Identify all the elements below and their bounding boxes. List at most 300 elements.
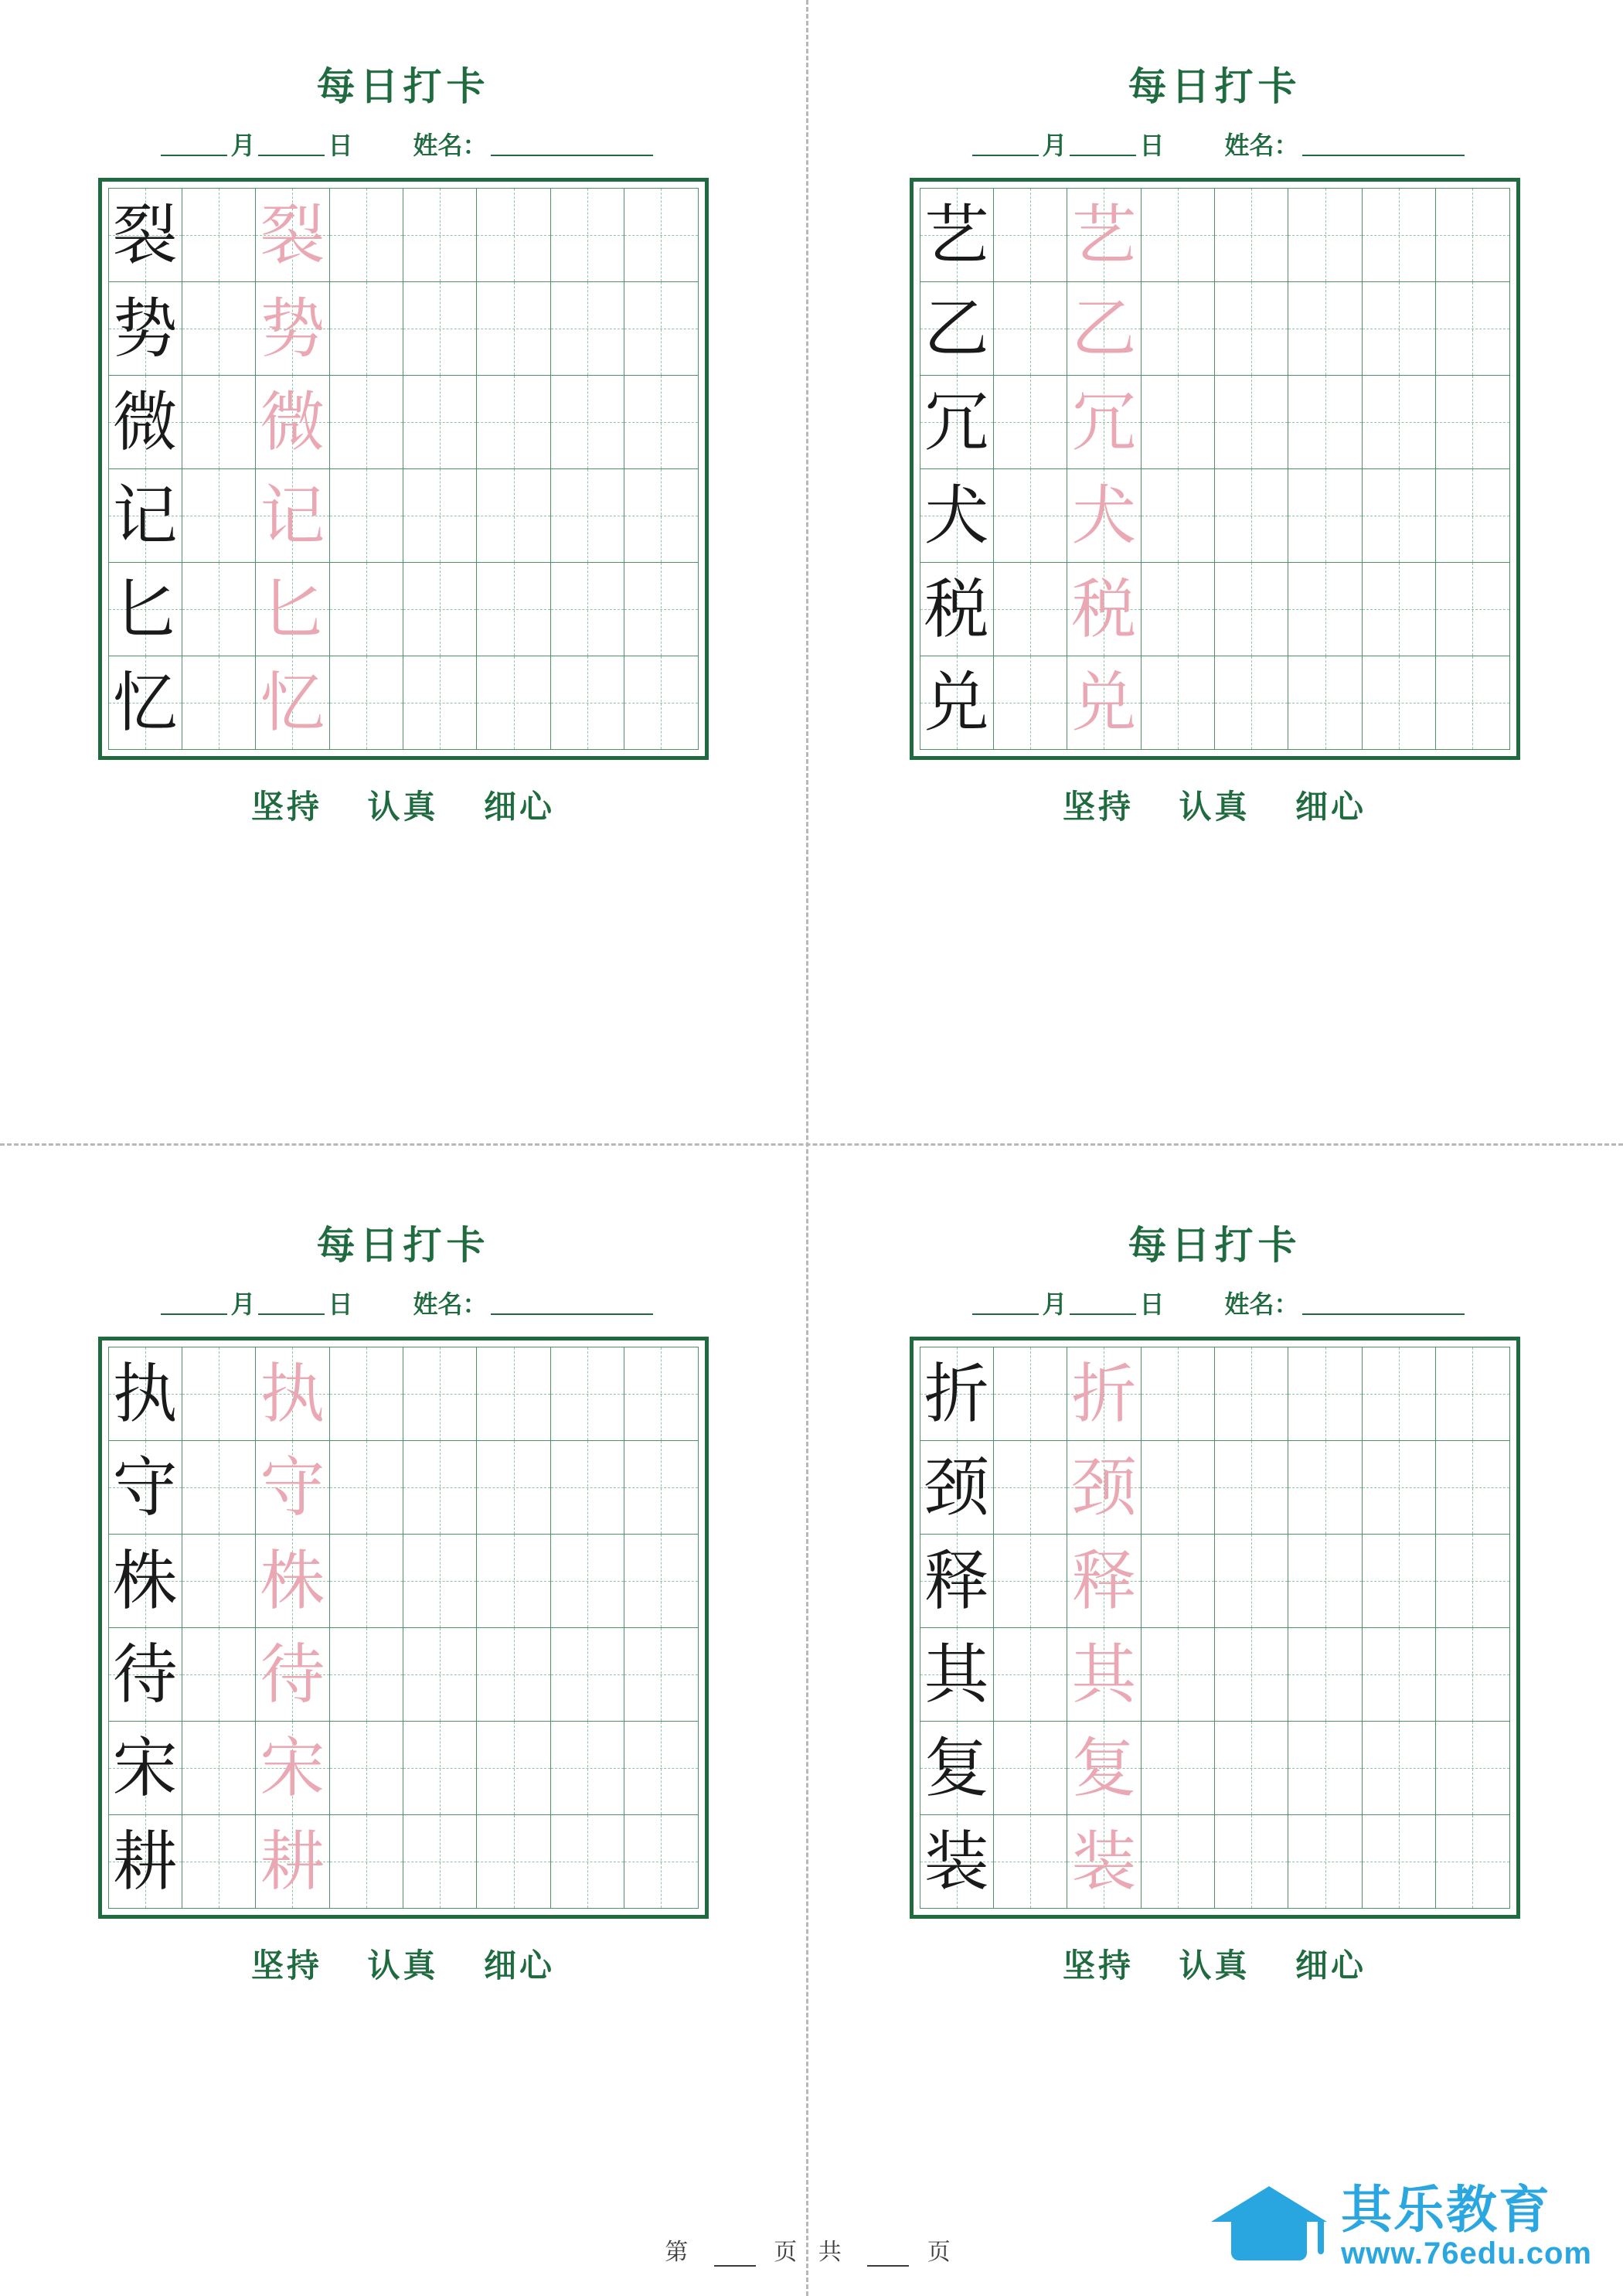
grid-cell-blank[interactable] xyxy=(477,1628,550,1722)
meta-row xyxy=(894,131,1536,159)
name-input-line[interactable] xyxy=(1302,1290,1465,1315)
grid-cell-blank[interactable] xyxy=(1141,1441,1214,1535)
grid-cell-trace[interactable] xyxy=(256,189,329,282)
trace-character: 颈 xyxy=(1071,1449,1137,1525)
grid-cell-trace[interactable] xyxy=(1067,1722,1141,1815)
grid-cell-blank[interactable] xyxy=(993,1628,1067,1722)
grid-cell-blank[interactable] xyxy=(1362,1441,1435,1535)
grid-cell-trace[interactable] xyxy=(256,1722,329,1815)
model-character: 势 xyxy=(112,291,178,366)
day-input-line[interactable] xyxy=(258,131,325,156)
grid-cell-blank[interactable] xyxy=(1362,1815,1435,1909)
grid-cell-blank[interactable] xyxy=(182,189,255,282)
grid-cell-blank[interactable] xyxy=(624,1815,698,1909)
table-row xyxy=(920,1722,1509,1815)
trace-character: 记 xyxy=(260,478,325,554)
grid-cell-model[interactable] xyxy=(108,656,182,750)
table-row xyxy=(108,563,698,656)
meta-row xyxy=(83,131,724,159)
grid-cell-blank[interactable] xyxy=(550,656,624,750)
grid-cell-trace[interactable] xyxy=(1067,1815,1141,1909)
grid-cell-blank[interactable] xyxy=(1436,282,1509,376)
grid-cell-trace[interactable] xyxy=(1067,376,1141,469)
grid-cell-model[interactable] xyxy=(920,1722,993,1815)
grid-cell-blank[interactable] xyxy=(1288,656,1362,750)
grid-cell-blank[interactable] xyxy=(477,1722,550,1815)
grid-cell-blank[interactable] xyxy=(1141,563,1214,656)
grid-cell-blank[interactable] xyxy=(1141,189,1214,282)
grid-cell-blank[interactable] xyxy=(1436,376,1509,469)
table-row xyxy=(108,656,698,750)
grid-cell-blank[interactable] xyxy=(1288,282,1362,376)
grid-cell-blank[interactable] xyxy=(182,1628,255,1722)
slogan-word-1: 坚持 xyxy=(250,790,322,826)
grid-cell-blank[interactable] xyxy=(1362,469,1435,563)
grid-cell-blank[interactable] xyxy=(329,376,403,469)
grid-cell-blank[interactable] xyxy=(1141,656,1214,750)
grid-cell-blank[interactable] xyxy=(1362,1722,1435,1815)
grid-cell-blank[interactable] xyxy=(1141,1535,1214,1628)
table-row xyxy=(108,469,698,563)
model-character: 待 xyxy=(112,1637,178,1712)
grid-cell-blank[interactable] xyxy=(182,1815,255,1909)
grid-cell-blank[interactable] xyxy=(1215,563,1288,656)
practice-grid xyxy=(98,178,709,760)
trace-character: 守 xyxy=(260,1449,325,1525)
grid-cell-model[interactable] xyxy=(108,1722,182,1815)
month-label: 月 xyxy=(1042,131,1067,159)
grid-cell-model[interactable] xyxy=(920,1441,993,1535)
grid-cell-blank[interactable] xyxy=(1288,1628,1362,1722)
grid-cell-blank[interactable] xyxy=(182,563,255,656)
grid-cell-blank[interactable] xyxy=(477,282,550,376)
grid-cell-trace[interactable] xyxy=(256,1815,329,1909)
grid-cell-blank[interactable] xyxy=(1436,563,1509,656)
table-row xyxy=(108,1441,698,1535)
grid-cell-blank[interactable] xyxy=(550,1722,624,1815)
table-row xyxy=(920,1347,1509,1441)
grid-cell-blank[interactable] xyxy=(329,656,403,750)
grid-cell-blank[interactable] xyxy=(1436,1815,1509,1909)
grid-cell-blank[interactable] xyxy=(1288,469,1362,563)
grid-cell-blank[interactable] xyxy=(477,1347,550,1441)
trace-character: 装 xyxy=(1071,1824,1137,1899)
grid-cell-blank[interactable] xyxy=(403,1722,477,1815)
grid-cell-blank[interactable] xyxy=(624,469,698,563)
trace-character: 犬 xyxy=(1071,478,1137,554)
brand-name: 其乐教育 xyxy=(1341,2180,1552,2240)
grid-cell-blank[interactable] xyxy=(550,1815,624,1909)
grid-cell-blank[interactable] xyxy=(624,1722,698,1815)
trace-character: 微 xyxy=(260,384,325,460)
grid-cell-model[interactable] xyxy=(920,469,993,563)
grid-cell-trace[interactable] xyxy=(256,1347,329,1441)
page-number-line[interactable] xyxy=(714,2245,756,2267)
grid-cell-blank[interactable] xyxy=(1436,189,1509,282)
grid-cell-blank[interactable] xyxy=(624,563,698,656)
grid-cell-trace[interactable] xyxy=(256,656,329,750)
month-input-line[interactable] xyxy=(972,131,1039,156)
grid-cell-model[interactable] xyxy=(920,1535,993,1628)
grid-cell-trace[interactable] xyxy=(256,1535,329,1628)
trace-character: 待 xyxy=(260,1637,325,1712)
slogan-word-3: 细心 xyxy=(1295,790,1367,826)
slogan-word-3: 细心 xyxy=(484,790,556,826)
table-row xyxy=(920,376,1509,469)
grid-cell-model[interactable] xyxy=(920,656,993,750)
grid-cell-blank[interactable] xyxy=(477,1535,550,1628)
grid-cell-blank[interactable] xyxy=(329,1535,403,1628)
grid-cell-model[interactable] xyxy=(920,282,993,376)
grid-cell-blank[interactable] xyxy=(1436,469,1509,563)
grid-cell-blank[interactable] xyxy=(1141,1628,1214,1722)
trace-character: 冗 xyxy=(1071,384,1137,460)
grid-cell-blank[interactable] xyxy=(1436,1722,1509,1815)
grid-cell-blank[interactable] xyxy=(550,1535,624,1628)
grid-cell-blank[interactable] xyxy=(1215,1347,1288,1441)
name-label: 姓名： xyxy=(413,131,488,159)
grid-cell-blank[interactable] xyxy=(1288,1815,1362,1909)
grid-cell-model[interactable] xyxy=(920,189,993,282)
slogan-word-3: 细心 xyxy=(484,1949,556,1984)
trace-character: 折 xyxy=(1071,1356,1137,1432)
grid-cell-blank[interactable] xyxy=(550,1628,624,1722)
grid-cell-blank[interactable] xyxy=(403,563,477,656)
grid-cell-blank[interactable] xyxy=(1288,1722,1362,1815)
trace-character: 裂 xyxy=(260,197,325,273)
grid-cell-blank[interactable] xyxy=(329,1441,403,1535)
name-label: 姓名： xyxy=(1224,131,1299,159)
grid-cell-blank[interactable] xyxy=(993,282,1067,376)
slogan-word-1: 坚持 xyxy=(1062,790,1134,826)
grid-cell-model[interactable] xyxy=(108,1441,182,1535)
page-title: 每日打卡 xyxy=(1128,65,1301,108)
grid-cell-blank[interactable] xyxy=(624,1347,698,1441)
grid-cell-blank[interactable] xyxy=(477,189,550,282)
grid-cell-blank[interactable] xyxy=(477,376,550,469)
day-label: 日 xyxy=(328,1290,353,1318)
brand-url: www.76edu.com xyxy=(1341,2236,1592,2270)
grid-cell-blank[interactable] xyxy=(1436,1535,1509,1628)
trace-character: 艺 xyxy=(1071,197,1137,273)
grid-cell-blank[interactable] xyxy=(1215,656,1288,750)
grid-cell-blank[interactable] xyxy=(329,1815,403,1909)
grid-cell-model[interactable] xyxy=(108,1347,182,1441)
grid-cell-blank[interactable] xyxy=(550,469,624,563)
grid-cell-blank[interactable] xyxy=(182,1535,255,1628)
slogan-word-1: 坚持 xyxy=(250,1949,322,1984)
grid-cell-blank[interactable] xyxy=(329,563,403,656)
month-input-line[interactable] xyxy=(161,1290,227,1315)
grid-cell-blank[interactable] xyxy=(1141,282,1214,376)
trace-character: 兑 xyxy=(1071,665,1137,741)
grid-cell-blank[interactable] xyxy=(329,1628,403,1722)
grid-cell-blank[interactable] xyxy=(1141,469,1214,563)
grid-cell-blank[interactable] xyxy=(1288,376,1362,469)
grid-cell-blank[interactable] xyxy=(477,563,550,656)
grid-cell-blank[interactable] xyxy=(624,1628,698,1722)
table-row xyxy=(108,1535,698,1628)
table-row xyxy=(920,1815,1509,1909)
grid-cell-trace[interactable] xyxy=(1067,656,1141,750)
grid-cell-trace[interactable] xyxy=(1067,1441,1141,1535)
grid-cell-model[interactable] xyxy=(108,376,182,469)
grid-cell-blank[interactable] xyxy=(1288,1535,1362,1628)
grid-cell-blank[interactable] xyxy=(1362,1347,1435,1441)
month-label: 月 xyxy=(1042,1290,1067,1318)
trace-character: 其 xyxy=(1071,1637,1137,1712)
grid-cell-model[interactable] xyxy=(920,563,993,656)
grid-cell-blank[interactable] xyxy=(477,1815,550,1909)
grid-cell-model[interactable] xyxy=(108,563,182,656)
grid-cell-blank[interactable] xyxy=(550,563,624,656)
grid-cell-blank[interactable] xyxy=(624,282,698,376)
grid-cell-blank[interactable] xyxy=(1362,282,1435,376)
slogan-word-2: 认真 xyxy=(1179,1949,1250,1984)
grid-cell-model[interactable] xyxy=(920,376,993,469)
graduation-cap-icon xyxy=(1211,2180,1327,2273)
grid-cell-blank[interactable] xyxy=(1141,1815,1214,1909)
grid-cell-blank[interactable] xyxy=(624,376,698,469)
grid-cell-model[interactable] xyxy=(108,1815,182,1909)
grid-cell-blank[interactable] xyxy=(1215,1815,1288,1909)
grid-cell-blank[interactable] xyxy=(403,189,477,282)
day-input-line[interactable] xyxy=(258,1290,325,1315)
trace-character: 执 xyxy=(260,1356,325,1432)
grid-cell-blank[interactable] xyxy=(550,282,624,376)
grid-cell-model[interactable] xyxy=(108,469,182,563)
cut-guide-horizontal xyxy=(0,1143,1623,1146)
name-label: 姓名： xyxy=(413,1290,488,1318)
grid-cell-trace[interactable] xyxy=(1067,189,1141,282)
slogan xyxy=(83,782,724,828)
trace-character: 株 xyxy=(260,1543,325,1619)
practice-grid xyxy=(910,1337,1520,1919)
grid-cell-blank[interactable] xyxy=(403,1815,477,1909)
model-character: 忆 xyxy=(112,665,178,741)
grid-cell-blank[interactable] xyxy=(1362,1535,1435,1628)
grid-cell-blank[interactable] xyxy=(993,1441,1067,1535)
grid-cell-blank[interactable] xyxy=(1215,1722,1288,1815)
grid-cell-blank[interactable] xyxy=(993,376,1067,469)
model-character: 犬 xyxy=(924,478,989,554)
grid-cell-blank[interactable] xyxy=(403,1441,477,1535)
model-character: 冗 xyxy=(924,384,989,460)
grid-cell-blank[interactable] xyxy=(182,1722,255,1815)
grid-cell-blank[interactable] xyxy=(1436,1347,1509,1441)
grid-cell-blank[interactable] xyxy=(329,189,403,282)
grid-cell-blank[interactable] xyxy=(1215,1628,1288,1722)
grid-cell-trace[interactable] xyxy=(256,1628,329,1722)
grid-cell-blank[interactable] xyxy=(1436,656,1509,750)
grid-cell-blank[interactable] xyxy=(993,563,1067,656)
grid-cell-blank[interactable] xyxy=(1141,1722,1214,1815)
name-input-line[interactable] xyxy=(491,131,653,156)
grid-cell-blank[interactable] xyxy=(550,189,624,282)
grid-cell-blank[interactable] xyxy=(477,656,550,750)
table-row xyxy=(920,1628,1509,1722)
grid-cell-blank[interactable] xyxy=(1362,376,1435,469)
grid-cell-blank[interactable] xyxy=(1215,469,1288,563)
table-row xyxy=(108,376,698,469)
grid-cell-blank[interactable] xyxy=(182,656,255,750)
grid-cell-blank[interactable] xyxy=(993,1815,1067,1909)
grid-cell-model[interactable] xyxy=(108,1628,182,1722)
grid-cell-blank[interactable] xyxy=(624,189,698,282)
grid-cell-trace[interactable] xyxy=(1067,1628,1141,1722)
practice-card-top-right xyxy=(806,0,1623,1143)
day-label: 日 xyxy=(1139,131,1165,159)
grid-cell-blank[interactable] xyxy=(1436,1628,1509,1722)
practice-card-top-left xyxy=(0,0,806,1143)
page-total-line[interactable] xyxy=(867,2245,909,2267)
name-input-line[interactable] xyxy=(491,1290,653,1315)
slogan xyxy=(894,782,1536,828)
grid-cell-blank[interactable] xyxy=(403,376,477,469)
table-row xyxy=(108,1815,698,1909)
trace-character: 宋 xyxy=(260,1730,325,1806)
grid-cell-blank[interactable] xyxy=(403,1535,477,1628)
grid-cell-blank[interactable] xyxy=(182,1441,255,1535)
trace-character: 乙 xyxy=(1071,291,1137,366)
grid-cell-blank[interactable] xyxy=(624,1535,698,1628)
meta-row xyxy=(894,1290,1536,1318)
grid-cell-blank[interactable] xyxy=(1362,1628,1435,1722)
grid-cell-model[interactable] xyxy=(108,282,182,376)
grid-cell-trace[interactable] xyxy=(1067,1347,1141,1441)
grid-cell-blank[interactable] xyxy=(550,1441,624,1535)
cut-guide-vertical xyxy=(806,0,808,2296)
grid-cell-blank[interactable] xyxy=(182,1347,255,1441)
grid-cell-blank[interactable] xyxy=(403,1347,477,1441)
grid-cell-blank[interactable] xyxy=(993,469,1067,563)
table-row xyxy=(920,189,1509,282)
meta-row xyxy=(83,1290,724,1318)
grid-cell-blank[interactable] xyxy=(182,282,255,376)
trace-character: 复 xyxy=(1071,1730,1137,1806)
month-label: 月 xyxy=(230,131,256,159)
grid-cell-blank[interactable] xyxy=(1288,1347,1362,1441)
grid-cell-blank[interactable] xyxy=(329,282,403,376)
grid-cell-blank[interactable] xyxy=(1288,563,1362,656)
grid-cell-blank[interactable] xyxy=(1215,1535,1288,1628)
model-character: 微 xyxy=(112,384,178,460)
month-label: 月 xyxy=(230,1290,256,1318)
grid-cell-blank[interactable] xyxy=(1141,1347,1214,1441)
model-character: 株 xyxy=(112,1543,178,1619)
table-row xyxy=(920,469,1509,563)
day-label: 日 xyxy=(328,131,353,159)
day-input-line[interactable] xyxy=(1070,1290,1136,1315)
model-character: 兑 xyxy=(924,665,989,741)
table-row xyxy=(108,1628,698,1722)
grid-cell-blank[interactable] xyxy=(477,469,550,563)
grid-cell-blank[interactable] xyxy=(1288,189,1362,282)
day-input-line[interactable] xyxy=(1070,131,1136,156)
grid-cell-blank[interactable] xyxy=(1141,376,1214,469)
grid-cell-model[interactable] xyxy=(108,189,182,282)
grid-cell-blank[interactable] xyxy=(329,469,403,563)
grid-cell-blank[interactable] xyxy=(329,1347,403,1441)
grid-cell-blank[interactable] xyxy=(1215,189,1288,282)
model-character: 折 xyxy=(924,1356,989,1432)
grid-cell-blank[interactable] xyxy=(403,469,477,563)
grid-cell-blank[interactable] xyxy=(1362,563,1435,656)
practice-grid xyxy=(910,178,1520,760)
grid-cell-blank[interactable] xyxy=(1362,189,1435,282)
grid-cell-blank[interactable] xyxy=(1288,1441,1362,1535)
grid-cell-blank[interactable] xyxy=(182,376,255,469)
grid-cell-trace[interactable] xyxy=(1067,282,1141,376)
model-character: 执 xyxy=(112,1356,178,1432)
grid-cell-blank[interactable] xyxy=(1362,656,1435,750)
trace-character: 释 xyxy=(1071,1543,1137,1619)
grid-cell-model[interactable] xyxy=(920,1347,993,1441)
brand-watermark xyxy=(1211,2180,1592,2273)
trace-character: 税 xyxy=(1071,571,1137,647)
grid-cell-blank[interactable] xyxy=(624,1441,698,1535)
grid-cell-trace[interactable] xyxy=(1067,1535,1141,1628)
month-input-line[interactable] xyxy=(161,131,227,156)
grid-cell-blank[interactable] xyxy=(993,656,1067,750)
grid-cell-trace[interactable] xyxy=(1067,469,1141,563)
grid-cell-blank[interactable] xyxy=(993,1722,1067,1815)
table-row xyxy=(108,189,698,282)
grid-cell-blank[interactable] xyxy=(550,1347,624,1441)
grid-cell-blank[interactable] xyxy=(403,282,477,376)
name-input-line[interactable] xyxy=(1302,131,1465,156)
grid-cell-blank[interactable] xyxy=(477,1441,550,1535)
grid-cell-blank[interactable] xyxy=(1215,1441,1288,1535)
table-row xyxy=(920,563,1509,656)
grid-cell-trace[interactable] xyxy=(256,282,329,376)
grid-cell-blank[interactable] xyxy=(993,189,1067,282)
grid-cell-model[interactable] xyxy=(920,1628,993,1722)
grid-cell-blank[interactable] xyxy=(550,376,624,469)
grid-cell-model[interactable] xyxy=(108,1535,182,1628)
model-character: 艺 xyxy=(924,197,989,273)
day-label: 日 xyxy=(1139,1290,1165,1318)
month-input-line[interactable] xyxy=(972,1290,1039,1315)
grid-cell-trace[interactable] xyxy=(256,376,329,469)
table-row xyxy=(108,282,698,376)
grid-cell-model[interactable] xyxy=(920,1815,993,1909)
page-prefix: 第 xyxy=(665,2240,696,2265)
grid-cell-blank[interactable] xyxy=(993,1535,1067,1628)
grid-cell-blank[interactable] xyxy=(182,469,255,563)
grid-cell-blank[interactable] xyxy=(1215,376,1288,469)
model-character: 记 xyxy=(112,478,178,554)
grid-cell-blank[interactable] xyxy=(1436,1441,1509,1535)
table-row xyxy=(920,282,1509,376)
grid-cell-trace[interactable] xyxy=(256,563,329,656)
grid-cell-blank[interactable] xyxy=(993,1347,1067,1441)
grid-cell-trace[interactable] xyxy=(256,469,329,563)
slogan-word-2: 认真 xyxy=(367,790,439,826)
grid-cell-blank[interactable] xyxy=(403,656,477,750)
grid-cell-trace[interactable] xyxy=(1067,563,1141,656)
slogan xyxy=(894,1940,1536,1987)
practice-card-bottom-left xyxy=(0,1143,806,2296)
grid-cell-blank[interactable] xyxy=(329,1722,403,1815)
grid-cell-blank[interactable] xyxy=(624,656,698,750)
grid-cell-trace[interactable] xyxy=(256,1441,329,1535)
grid-cell-blank[interactable] xyxy=(1215,282,1288,376)
trace-character: 耕 xyxy=(260,1824,325,1899)
slogan-word-2: 认真 xyxy=(367,1949,439,1984)
grid-cell-blank[interactable] xyxy=(403,1628,477,1722)
slogan-word-3: 细心 xyxy=(1295,1949,1367,1984)
